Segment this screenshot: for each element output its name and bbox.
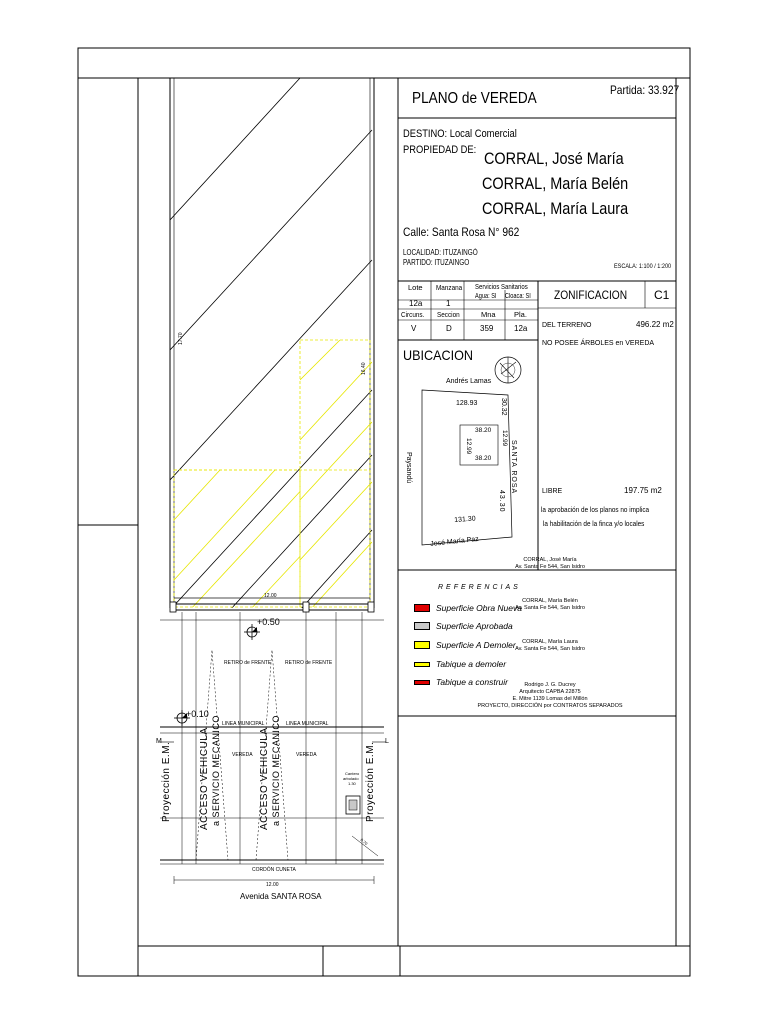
cat-v-circuns: V [411,324,417,333]
ref-tabique-construir: Tabique a construir [414,677,508,687]
street-bottom: José María Paz [430,535,480,548]
zonificacion-label: ZONIFICACION [554,288,628,302]
linea-municipal-1: LINEA MUNICIPAL [222,721,265,727]
signature-2: CORRAL, María Belén Av. Santa Fe 544, San Isidro [515,598,585,611]
ubicacion-title: UBICACION [403,347,474,363]
referencias-title: REFERENCIAS [438,584,521,591]
acceso-2b: a SERVICIO MECANICO [271,715,281,826]
libre-value: 197.75 m2 [624,486,662,495]
cantero-sub: arbolado [343,776,359,781]
swatch-yellow-bar-icon [414,662,430,667]
proyeccion-right: Proyección E.M. [365,741,376,822]
owner-2: CORRAL, María Belén [482,174,629,193]
acceso-2a: ACCESO VEHICULA [259,727,270,830]
escala: ESCALA: 1:100 / 1:200 [614,263,672,270]
aprobacion-note-2: la habilitación de la finca y/o locales [543,519,645,528]
swatch-gray-icon [414,622,430,630]
signature-1: CORRAL, José María Av. Santa Fe 544, San Isidro [515,557,585,570]
cat-v-cloaca: Cloaca: SI [505,293,531,300]
professional-signature: Rodrigo J. G. Ducrey Arquitecto CAPBA 22875 E. Mitre 1139 Lomas del Millón PROYECTO, DIRECCIÓN por CONTRATOS SEPARADOS [477,682,623,709]
partido: PARTIDO: ITUZAINGO [403,258,470,267]
dim-inner-top: 38.20 [475,427,492,434]
localidad: LOCALIDAD: ITUZAINGÓ [403,248,478,257]
dim-inner-right: 12.99 [501,430,508,447]
terreno-label: DEL TERRENO [542,322,592,329]
cat-v-mna: 359 [480,324,494,333]
ref-aprobada: Superficie Aprobada [414,621,513,631]
retiro-1: RETIRO de FRENTE [224,660,272,666]
dim-right: 16.40 [361,362,367,375]
propiedad-label: PROPIEDAD DE: [403,144,477,156]
cat-h-servicios: Servicios Sanitarios [475,282,528,291]
signature-3: CORRAL, María Laura Av. Santa Fe 544, San Isidro [515,639,585,652]
cantero-label: Cantero [345,771,360,776]
vereda-2: VEREDA [296,752,317,758]
dim-top: 128.93 [456,400,478,407]
avenida-label: Avenida SANTA ROSA [240,892,322,901]
destino: DESTINO: Local Comercial [403,128,517,140]
swatch-yellow-icon [414,641,430,649]
cat-v-manzana: 1 [446,299,451,308]
acceso-1a: ACCESO VEHICULA [199,727,210,830]
dim-left: 17.70 [178,332,184,345]
owner-1: CORRAL, José María [484,149,624,168]
vereda-1: VEREDA [232,752,253,758]
owner-3: CORRAL, María Laura [482,199,629,218]
cat-v-seccion: D [446,324,452,333]
dim-right-top: 30.32 [500,398,507,416]
ref-obra-nueva: Superficie Obra Nueva [414,603,522,613]
street-left: Paysandú [405,452,412,484]
street-top: Andrés Lamas [446,378,492,385]
proyeccion-left: Proyección E.M. [161,741,172,822]
retiro-2: RETIRO de FRENTE [285,660,333,666]
linea-municipal-2: LINEA MUNICIPAL [286,721,329,727]
zonificacion-value: C1 [654,288,670,302]
swatch-red-icon [414,604,430,612]
swatch-red-bar-icon [414,680,430,685]
calle: Calle: Santa Rosa N° 962 [403,225,520,239]
cantero-size: 1.30 [348,781,356,786]
acceso-1b: a SERVICIO MECANICO [211,715,221,826]
dim-inner-bottom: 38.20 [475,455,492,462]
cordon-cuneta: CORDÓN CUNETA [252,867,296,873]
ref-a-demoler: Superficie A Demoler [414,640,516,650]
dim-bottom-front: 12.00 [266,882,279,888]
m-label: M [156,738,162,745]
terreno-value: 496.22 m2 [636,320,674,329]
level-2: +0.10 [186,709,209,719]
l-label: L [385,738,389,745]
cat-h-lote: Lote [408,283,423,292]
dim-right-bottom: 43.30 [498,490,505,513]
level-1: +0.50 [257,617,280,627]
cat-h-manzana: Manzana [436,283,463,292]
arbol-dim: 0.70 [359,837,369,847]
partida: Partida: 33.927 [610,83,680,97]
cat-v-lote: 12a [409,299,423,308]
dim-top-front: 12.00 [264,593,277,599]
cat-v-pla: 12a [514,324,528,333]
cat-h-circuns: Circuns. [401,310,425,319]
aprobacion-note-1: la aprobación de los planos no implica [541,505,650,514]
cat-h-seccion: Seccion [437,310,460,319]
dim-bottom: 131.30 [454,515,476,524]
street-right: SANTA ROSA [510,440,517,495]
dim-inner-left: 12.99 [465,438,472,455]
cat-h-mna: Mna [481,310,496,319]
plan-title: PLANO de VEREDA [412,90,537,107]
cat-v-agua: Agua: SI [475,293,497,300]
cat-h-pla: Pla. [514,310,527,319]
ref-tabique-demoler: Tabique a demoler [414,659,506,669]
libre-label: LIBRE [542,488,563,495]
arboles-note: NO POSEE ÁRBOLES en VEREDA [542,340,655,347]
